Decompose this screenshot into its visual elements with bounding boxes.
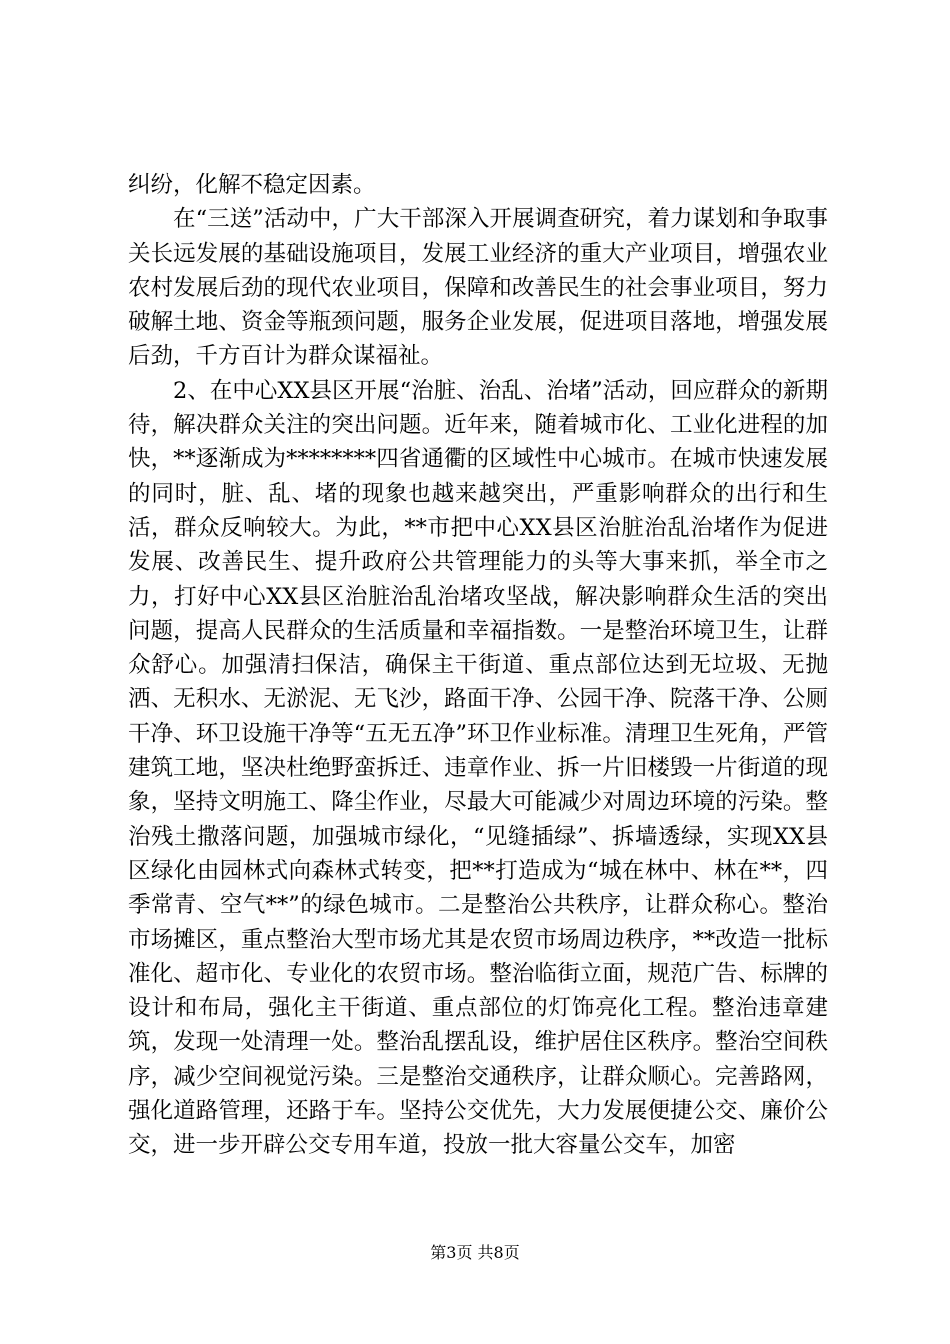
paragraph-continuation: 纠纷，化解不稳定因素。 [128,172,376,198]
paragraph-zhizang: 2、在中心XX县区开展“治脏、治乱、治堵”活动，回应群众的新期待，解决群众关注的突出问题。近年来，随着城市化、工业化进程的加快，**逐渐成为********四省通衢的区域性中心城市。在城市快速发展的同时，脏、乱、堵的现象也越来越突出，严重影响群众的出行和生活，群众反响较大。为此，**市把中心XX县区治脏治乱治堵作为促进发展、改善民生、提升政府公共管理能力的头等大事来抓，举全市之力，打好中心XX县区治脏治乱治堵攻坚战，解决影响群众生活的突出问题，提高人民群众的生活质量和幸福指数。一是整治环境卫生，让群众舒心。加强清扫保洁，确保主干街道、重点部位达到无垃圾、无抛洒、无积水、无淤泥、无飞沙，路面干净、公园干净、院落干净、公厕干净、环卫设施干净等“五无五净”环卫作业标准。清理卫生死角，严管建筑工地，坚决杜绝野蛮拆迁、违章作业、拆一片旧楼毁一片街道的现象，坚持文明施工、降尘作业，尽最大可能减少对周边环境的污染。整治残土撒落问题，加强城市绿化，“见缝插绿”、拆墙透绿，实现XX县区绿化由园林式向森林式转变，把**打造成为“城在林中、林在**，四季常青、空气**”的绿色城市。二是整治公共秩序，让群众称心。整治市场摊区，重点整治大型市场尤其是农贸市场周边秩序，**改造一批标准化、超市化、专业化的农贸市场。整治临街立面，规范广告、标牌的设计和布局，强化主干街道、重点部位的灯饰亮化工程。整治违章建筑，发现一处清理一处。整治乱摆乱设，维护居住区秩序。整治空间秩序，减少空间视觉污染。三是整治交通秩序，让群众顺心。完善路网，强化道路管理，还路于车。坚持公交优先，大力发展便捷公交、廉价公交，进一步开辟公交专用车道，投放一批大容量公交车，加密 [128,377,828,1159]
page-footer: 第3页 共8页 [430,1243,520,1262]
document-body [128,168,828,1163]
paragraph-sansong: 在“三送”活动中，广大干部深入开展调查研究，着力谋划和争取事关长远发展的基础设施项目，发展工业经济的重大产业项目，增强农业农村发展后劲的现代农业项目，保障和改善民生的社会事业项目，努力破解土地、资金等瓶颈问题，服务企业发展，促进项目落地，增强发展后劲，千方百计为群众谋福祉。 [128,206,828,370]
